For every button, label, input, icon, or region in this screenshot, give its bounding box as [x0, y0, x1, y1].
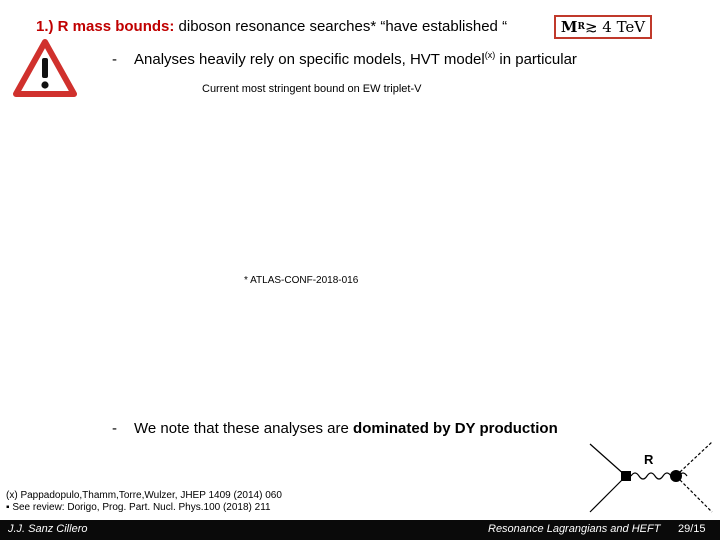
mass-bound-formula [554, 15, 652, 39]
formula-m: M [560, 18, 578, 36]
reference-item: (x) Pappadopulo,Thamm,Torre,Wulzer, JHEP 1409 (2014) 060 [6, 490, 282, 501]
bullet-dash: - [112, 420, 117, 437]
footer-talk-title: Resonance Lagrangians and HEFT [488, 523, 661, 535]
plot-caption: Current most stringent bound on EW triplet-V [202, 83, 422, 95]
formula-rest: ≳ 4 TeV [584, 18, 646, 36]
bullet-models [112, 50, 577, 68]
bullet-models-sup: (x) [484, 50, 496, 60]
feynman-diagram [580, 436, 720, 520]
formula-sub: R [577, 22, 585, 32]
footer-author: J.J. Sanz Cillero [8, 523, 88, 535]
diagram-label: R [644, 452, 654, 467]
bullet-dy-text: We note that these analyses are [134, 420, 354, 437]
references [6, 490, 282, 514]
bullet-models-text: Analyses heavily rely on specific models, HVT model [134, 51, 485, 68]
reference-item: ▪ See review: Dorigo, Prog. Part. Nucl. Phys.100 (2018) 211 [6, 502, 271, 513]
bullet-dy [112, 420, 558, 437]
slide-footer [0, 520, 720, 540]
bullet-models-tail: in particular [495, 51, 577, 68]
title-prefix: 1.) R mass bounds: [36, 18, 175, 35]
bullet-dash: - [112, 51, 117, 68]
atlas-footnote: * ATLAS-CONF-2018-016 [244, 275, 359, 286]
slide-title [36, 18, 507, 35]
warning-icon [12, 36, 78, 102]
title-text: diboson resonance searches* “have established “ [178, 18, 508, 35]
bullet-dy-bold: dominated by DY production [353, 420, 558, 437]
footer-page-number: 29/15 [678, 523, 706, 535]
